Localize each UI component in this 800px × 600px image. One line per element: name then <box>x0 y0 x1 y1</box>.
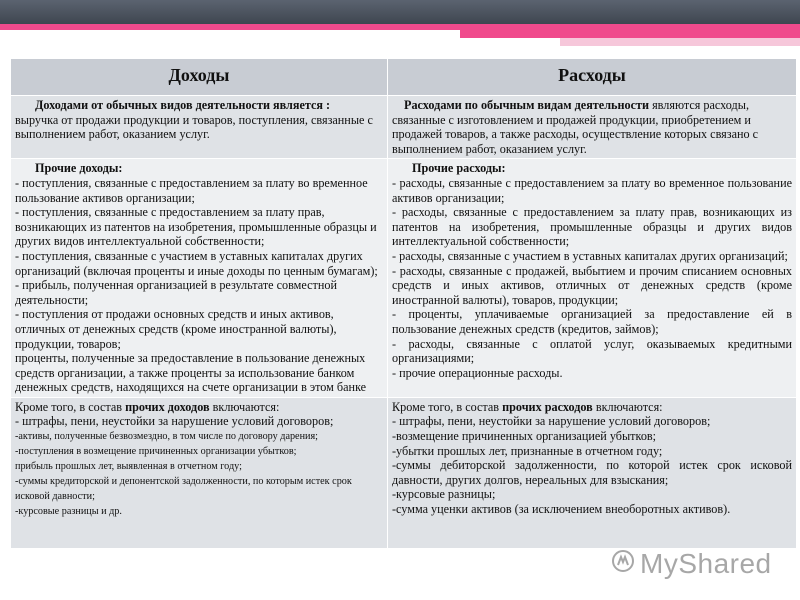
list-item: - поступления, связанные с предоставлением за плату прав, возникающих из патентов на изобретения, промышленные образцы и других видов интеллектуальной собственности; <box>15 205 377 249</box>
ordinary-activities-row <box>11 96 797 159</box>
list-item: - прибыль, полученная организацией в результате совместной деятельности; <box>15 278 337 307</box>
list-item: прибыль прошлых лет, выявленная в отчетном году; <box>15 461 242 473</box>
list-item: -активы, полученные безвозмездно, в том числе по договору дарения; <box>15 431 319 443</box>
ordinary-expense-cell <box>388 96 797 159</box>
additional-expense-cell <box>388 397 797 548</box>
list-item: -сумма уценки активов (за исключением внеоборотных активов). <box>392 502 731 517</box>
list-item: -поступления в возмещение причиненных организации убытков; <box>15 446 297 458</box>
light-accent-strip <box>0 38 800 46</box>
intro-text: Кроме того, в состав <box>15 399 126 414</box>
other-income-cell <box>11 159 388 398</box>
additional-income-intro <box>15 400 383 415</box>
intro-text: Кроме того, в состав <box>392 399 503 414</box>
income-column-title: Доходы <box>11 59 388 96</box>
list-item: - проценты, уплачиваемые организацией за предоставление ей в пользование денежных средств (кредитов, займов); <box>392 307 792 336</box>
table-header-row <box>11 59 797 96</box>
accent-white-strip-2 <box>0 38 560 46</box>
list-item: -суммы кредиторской и депонентской задолженности, по которым истек срок исковой давности; <box>15 476 352 503</box>
list-item: - расходы, связанные с продажей, выбытием и прочим списанием основных средств и иных активов, отличных от денежных средств (кроме иностранной валюты), товаров, продукции; <box>392 263 792 307</box>
list-item: -курсовые разницы; <box>392 487 496 502</box>
intro-bold-text: прочих расходов <box>502 399 593 414</box>
watermark-logo-icon <box>612 550 634 572</box>
income-expense-table <box>10 58 797 549</box>
list-item: - расходы, связанные с предоставлением за плату во временное пользование активов организации; <box>392 175 792 205</box>
list-item: - расходы, связанные с оплатой услуг, оказываемых кредитными организациями; <box>392 336 792 366</box>
list-item: - поступления, связанные с участием в уставных капиталах других организаций (включая проценты и иные доходы по ценным бумагам); <box>15 248 378 278</box>
list-item: - поступления от продажи основных средств и иных активов, отличных от денежных средств (кроме иностранной валюты), продукции, товаров; <box>15 307 337 351</box>
list-item: проценты, полученные за предоставление в пользование денежных средств организации, а также проценты за использование банком денежных средств, находящихся на счете организации в этом банке <box>15 351 367 395</box>
ordinary-income-cell <box>11 96 388 159</box>
ordinary-income-text: выручка от продажи продукции и товаров, поступления, связанные с выполнением работ, оказанием услуг. <box>15 112 373 142</box>
list-item: - поступления, связанные с предоставлением за плату во временное пользование активов организации; <box>15 175 368 205</box>
other-row <box>11 159 797 398</box>
intro-text-end: включаются: <box>209 399 280 414</box>
top-header-bar <box>0 0 800 24</box>
ordinary-income-heading: Доходами от обычных видов деятельности является : <box>35 98 331 112</box>
other-expense-heading: Прочие расходы: <box>412 161 506 176</box>
intro-bold-text: прочих доходов <box>125 399 210 414</box>
additional-expense-intro <box>392 400 792 415</box>
other-expense-cell <box>388 159 797 398</box>
ordinary-expense-heading: Расходами по обычным видам деятельности <box>404 98 650 112</box>
list-item: - расходы, связанные с участием в уставных капиталах других организаций; <box>392 248 788 263</box>
pink-accent-bar <box>0 24 800 38</box>
watermark-text: MyShared <box>640 548 772 579</box>
list-item: -суммы дебиторской задолженности, по которой истек срок исковой давности, других долгов, нереальных для взыскания; <box>392 458 792 487</box>
ordinary-expense-text: являются расходы, связанные с изготовлением и продажей продукции, приобретением и продажей товаров, а также расходы, осуществление которых связано с выполнением работ, оказанием услуг. <box>392 98 759 156</box>
additional-income-cell <box>11 397 388 548</box>
list-item: -убытки прошлых лет, признанные в отчетном году; <box>392 443 663 458</box>
list-item: - прочие операционные расходы. <box>392 365 563 380</box>
intro-text-end: включаются: <box>592 399 663 414</box>
list-item: - штрафы, пени, неустойки за нарушение условий договоров; <box>15 414 334 429</box>
other-income-heading: Прочие доходы: <box>35 161 123 176</box>
list-item: - расходы, связанные с предоставлением за плату прав, возникающих из патентов на изобретения, промышленные образцы и других видов интеллектуальной собственности; <box>392 205 792 249</box>
accent-white-strip <box>0 30 460 38</box>
list-item: -курсовые разницы и др. <box>15 506 122 518</box>
list-item: -возмещение причиненных организацией убытков; <box>392 429 657 444</box>
list-item: - штрафы, пени, неустойки за нарушение условий договоров; <box>392 414 711 429</box>
expense-column-title: Расходы <box>388 59 797 96</box>
additional-row <box>11 397 797 548</box>
